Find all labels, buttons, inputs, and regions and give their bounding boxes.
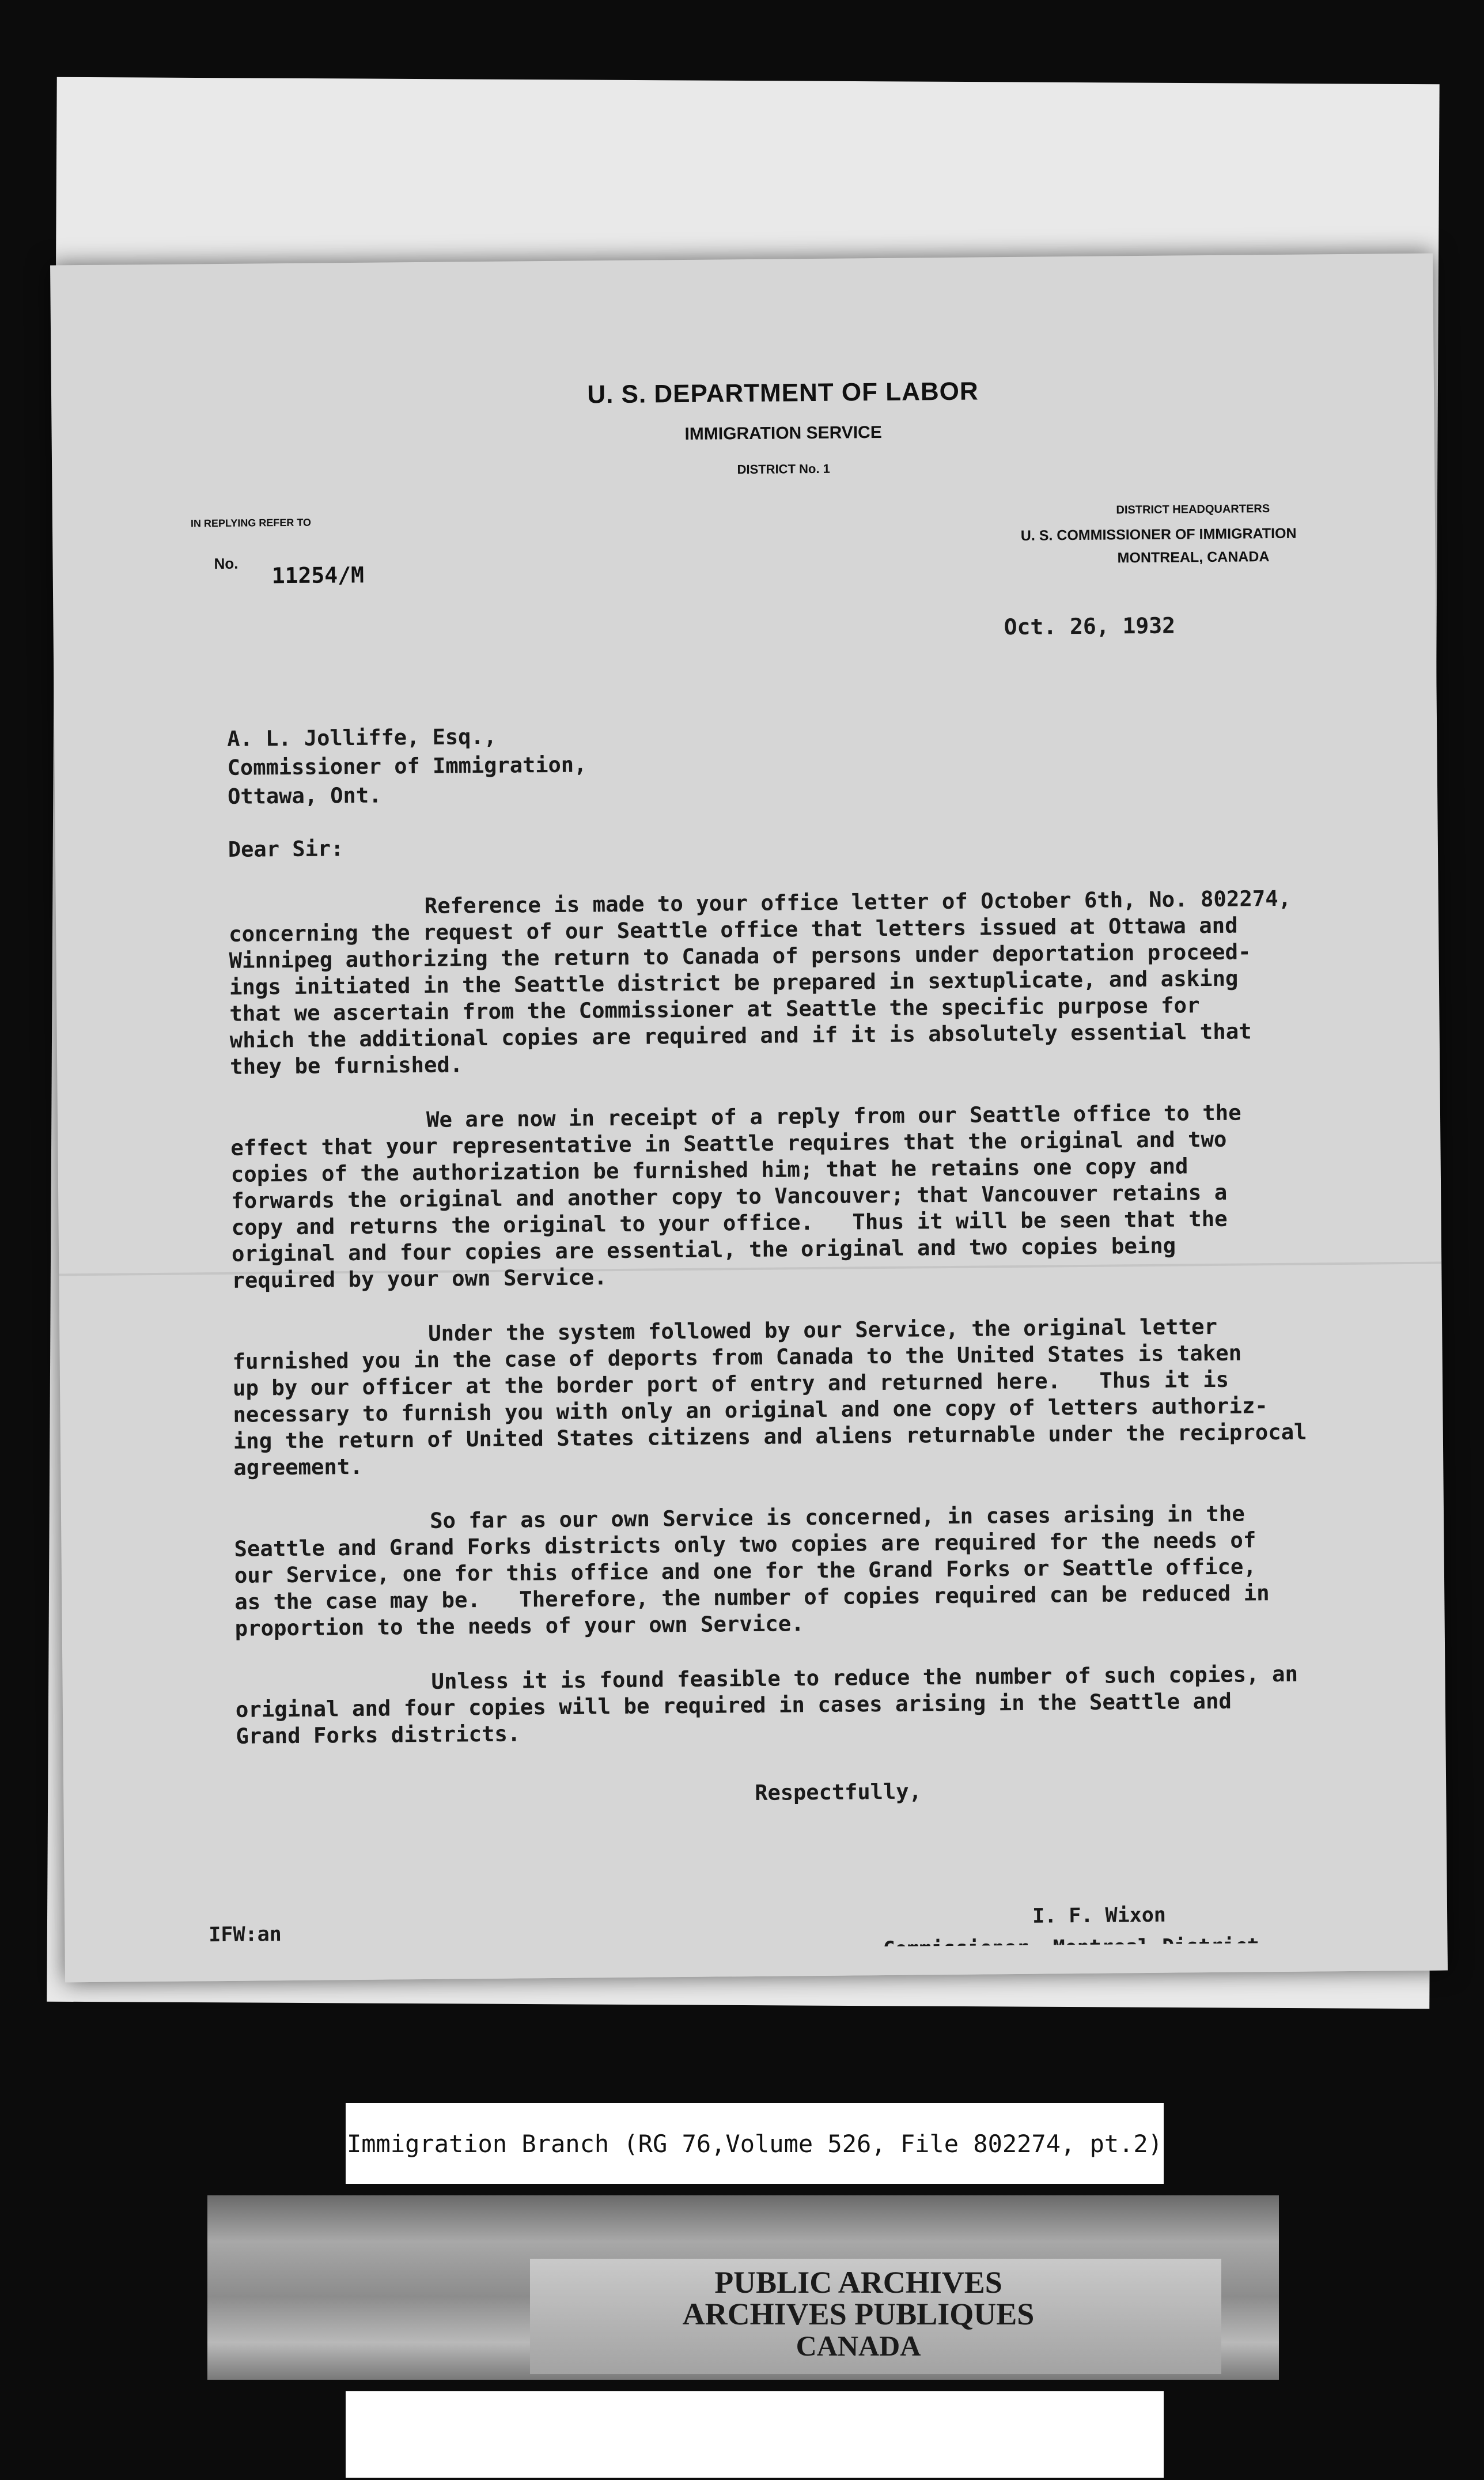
body-line: effect that your representative in Seattle requires that the original and two — [230, 1126, 1227, 1160]
archive-caption-box — [346, 2103, 1164, 2184]
body-line: ing the return of United States citizens and aliens returnable under the reciprocal — [233, 1419, 1307, 1454]
closing: Respectfully, — [755, 1779, 922, 1805]
stamp-line-public-archives: PUBLIC ARCHIVES — [714, 2265, 1002, 2300]
hq-label: DISTRICT HEADQUARTERS — [1116, 502, 1270, 517]
body-line: Winnipeg authorizing the return to Canada of persons under deportation proceed- — [229, 939, 1251, 973]
address-line: A. L. Jolliffe, Esq., — [227, 724, 497, 751]
body-line: original and four copies are essential, the original and two copies being — [231, 1233, 1176, 1267]
body-line: We are now in receipt of a reply from our Seattle office to the — [426, 1099, 1241, 1132]
recipient-address — [227, 721, 587, 811]
body-line: furnished you in the case of deports from Canada to the United States is taken — [232, 1340, 1242, 1374]
letterhead-district: DISTRICT No. 1 — [737, 461, 830, 477]
body-line: forwards the original and another copy to Vancouver; that Vancouver retains a — [231, 1179, 1228, 1213]
body-line: agreement. — [233, 1453, 363, 1480]
address-line: Commissioner of Immigration, — [227, 752, 587, 780]
body-line: Grand Forks districts. — [236, 1721, 521, 1749]
body-line: they be furnished. — [229, 1052, 463, 1079]
body-line: Unless it is found feasible to reduce the number of such copies, an — [431, 1661, 1298, 1694]
body-line: copy and returns the original to your office. Thus it will be seen that the — [231, 1205, 1228, 1240]
refer-label: IN REPLYING REFER TO — [190, 516, 312, 530]
file-no-label: No. — [214, 554, 238, 573]
body-line: as the case may be. Therefore, the number of copies required can be reduced in — [234, 1580, 1270, 1615]
address-line: Ottawa, Ont. — [227, 782, 382, 809]
letter-date: Oct. 26, 1932 — [1004, 613, 1176, 640]
body-line: Seattle and Grand Forks districts only two copies are required for the needs of — [234, 1527, 1256, 1562]
signature-name: I. F. Wixon — [1032, 1903, 1167, 1928]
body-line: which the additional copies are required and if it is absolutely essential that — [229, 1018, 1252, 1053]
body-line: required by your own Service. — [232, 1264, 607, 1293]
body-line: Reference is made to your office letter of October 6th, No. 802274, — [424, 885, 1292, 918]
salutation: Dear Sir: — [228, 836, 344, 862]
body-line: up by our officer at the border port of entry and returned here. Thus it is — [232, 1366, 1229, 1401]
body-line: copies of the authorization be furnished him; that he retains one copy and — [230, 1153, 1188, 1187]
body-line: that we ascertain from the Commissioner at Seattle the specific purpose for — [229, 992, 1200, 1026]
body-line: our Service, one for this office and one for the Grand Forks or Seattle office, — [234, 1553, 1256, 1588]
body-line: original and four copies will be required in cases arising in the Seattle and — [235, 1688, 1232, 1722]
body-line: ings initiated in the Seattle district be prepared in sextuplicate, and asking — [229, 965, 1239, 1000]
bottom-mount — [346, 2391, 1164, 2478]
body-line: proportion to the needs of your own Service. — [234, 1611, 804, 1641]
body-line: concerning the request of our Seattle office that letters issued at Ottawa and — [228, 912, 1238, 947]
letterhead-service: IMMIGRATION SERVICE — [684, 422, 882, 444]
typist-initials: IFW:an — [209, 1923, 282, 1947]
archive-caption: Immigration Branch (RG 76,Volume 526, File 802274, pt.2) — [346, 2129, 1163, 2158]
file-number: 11254/M — [271, 562, 365, 589]
body-line: Under the system followed by our Service, the original letter — [428, 1313, 1218, 1346]
hq-city: MONTREAL, CANADA — [1117, 549, 1270, 566]
letter-page — [50, 254, 1448, 1983]
stamp-line-archives-publiques: ARCHIVES PUBLIQUES — [682, 2297, 1035, 2331]
body-line: So far as our own Service is concerned, in cases arising in the — [429, 1500, 1245, 1533]
stamp-line-canada: CANADA — [796, 2330, 921, 2362]
letterhead-department: U. S. DEPARTMENT OF LABOR — [587, 377, 979, 409]
hq-commissioner: U. S. COMMISSIONER OF IMMIGRATION — [1020, 525, 1297, 544]
body-line: necessary to furnish you with only an original and one copy of letters authoriz- — [233, 1393, 1268, 1427]
